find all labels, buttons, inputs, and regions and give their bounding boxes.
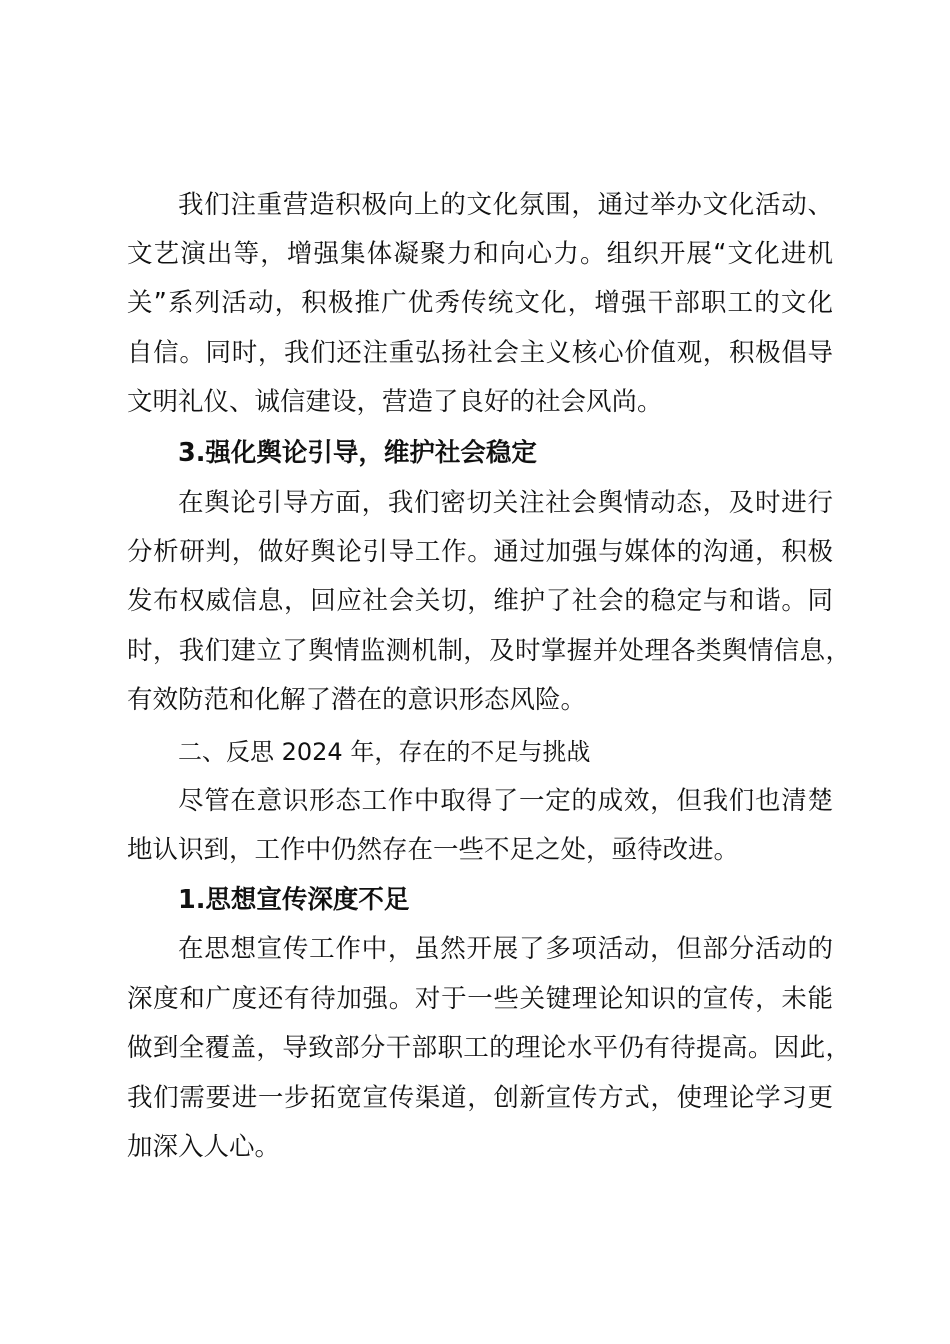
section-heading: 1.思想宣传深度不足	[178, 885, 410, 915]
paragraph-line: 深度和广度还有待加强。对于一些关键理论知识的宣传，未能	[127, 984, 833, 1014]
paragraph-line: 自信。同时，我们还注重弘扬社会主义核心价值观，积极倡导	[127, 338, 833, 368]
paragraph-line: 在思想宣传工作中，虽然开展了多项活动，但部分活动的	[178, 934, 833, 964]
paragraph-line: 文明礼仪、诚信建设，营造了良好的社会风尚。	[127, 387, 663, 417]
paragraph-line: 在舆论引导方面，我们密切关注社会舆情动态，及时进行	[178, 488, 833, 518]
paragraph-line: 做到全覆盖，导致部分干部职工的理论水平仍有待提高。因此，	[127, 1033, 851, 1063]
paragraph-line: 发布权威信息，回应社会关切，维护了社会的稳定与和谐。同	[127, 586, 833, 616]
paragraph-line: 文艺演出等，增强集体凝聚力和向心力。组织开展“文化进机	[127, 239, 833, 269]
paragraph-line: 分析研判，做好舆论引导工作。通过加强与媒体的沟通，积极	[127, 537, 833, 567]
paragraph-line: 尽管在意识形态工作中取得了一定的成效，但我们也清楚	[178, 786, 833, 816]
paragraph-line: 有效防范和化解了潜在的意识形态风险。	[127, 685, 587, 715]
paragraph-line: 地认识到，工作中仍然存在一些不足之处，亟待改进。	[127, 835, 740, 865]
paragraph-line: 时，我们建立了舆情监测机制，及时掌握并处理各类舆情信息，	[127, 636, 851, 666]
chapter-heading: 二、反思 2024 年，存在的不足与挑战	[178, 738, 591, 766]
section-heading: 3.强化舆论引导，维护社会稳定	[178, 438, 537, 468]
paragraph-line: 加深入人心。	[127, 1132, 281, 1162]
paragraph-line: 我们需要进一步拓宽宣传渠道，创新宣传方式，使理论学习更	[127, 1083, 833, 1113]
paragraph-line: 关”系列活动，积极推广优秀传统文化，增强干部职工的文化	[127, 288, 833, 318]
paragraph-line: 我们注重营造积极向上的文化氛围，通过举办文化活动、	[178, 190, 833, 220]
